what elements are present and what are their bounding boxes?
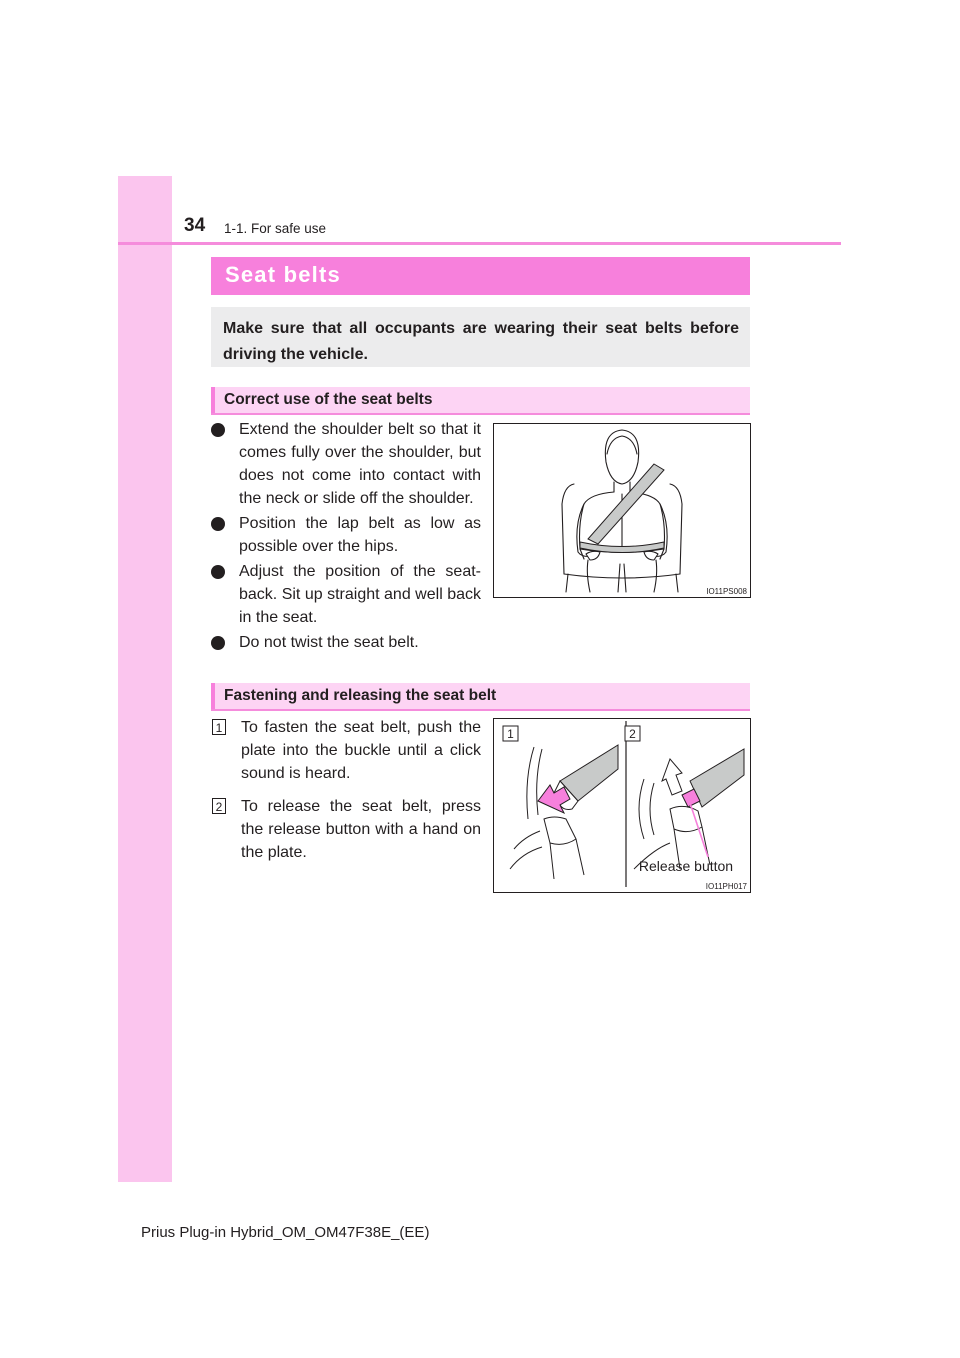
- bullet-icon: [211, 565, 225, 579]
- panel-label: 1: [507, 727, 514, 741]
- correct-use-list: [211, 418, 481, 656]
- seated-occupant-drawing: [494, 424, 750, 597]
- section-label: 1-1. For safe use: [224, 221, 327, 236]
- subheading-fastening: [211, 683, 750, 711]
- list-item: [211, 795, 481, 864]
- step-text: To release the seat belt, press the release button with a hand on the plate.: [241, 798, 481, 861]
- bullet-icon: [211, 636, 225, 650]
- release-button-callout: Release button: [638, 858, 734, 874]
- figure-code: IO11PS008: [706, 587, 747, 596]
- list-item: [211, 716, 481, 785]
- subheading-fastening-text: Fastening and releasing the seat belt: [224, 687, 497, 704]
- page-number: 34: [184, 215, 206, 236]
- buckle-illustration: [493, 718, 751, 893]
- panel-label: 2: [629, 727, 636, 741]
- title-bar: [211, 257, 750, 295]
- step-text: To fasten the seat belt, push the plate into the buckle until a click sound is heard.: [241, 719, 481, 782]
- step-number-badge: 1: [212, 719, 226, 735]
- list-item: Extend the shoulder belt so that it comes fully over the shoulder, but does not come into contact with the neck or slide off the shoulder.: [211, 418, 481, 510]
- list-item: Adjust the position of the seat-back. Sit up straight and well back in the seat.: [211, 560, 481, 629]
- buckle-drawing: [494, 719, 750, 892]
- intro-box: [211, 307, 750, 367]
- bullet-icon: [211, 517, 225, 531]
- list-item: Do not twist the seat belt.: [211, 631, 481, 654]
- side-tab-strip: [118, 176, 172, 1182]
- fastening-steps: [211, 716, 481, 874]
- seated-occupant-illustration: [493, 423, 751, 598]
- header-rule: [118, 242, 841, 245]
- bullet-icon: [211, 423, 225, 437]
- step-number-badge: 2: [212, 798, 226, 814]
- intro-text: Make sure that all occupants are wearing their seat belts before driving the vehicle.: [223, 320, 739, 363]
- subheading-correct-use-text: Correct use of the seat belts: [224, 391, 433, 408]
- list-item: Position the lap belt as low as possible over the hips.: [211, 512, 481, 558]
- footer-document-id: Prius Plug-in Hybrid_OM_OM47F38E_(EE): [141, 1224, 430, 1241]
- page-title: Seat belts: [225, 262, 341, 287]
- figure-code: IO11PH017: [705, 882, 747, 891]
- subheading-correct-use: [211, 387, 750, 415]
